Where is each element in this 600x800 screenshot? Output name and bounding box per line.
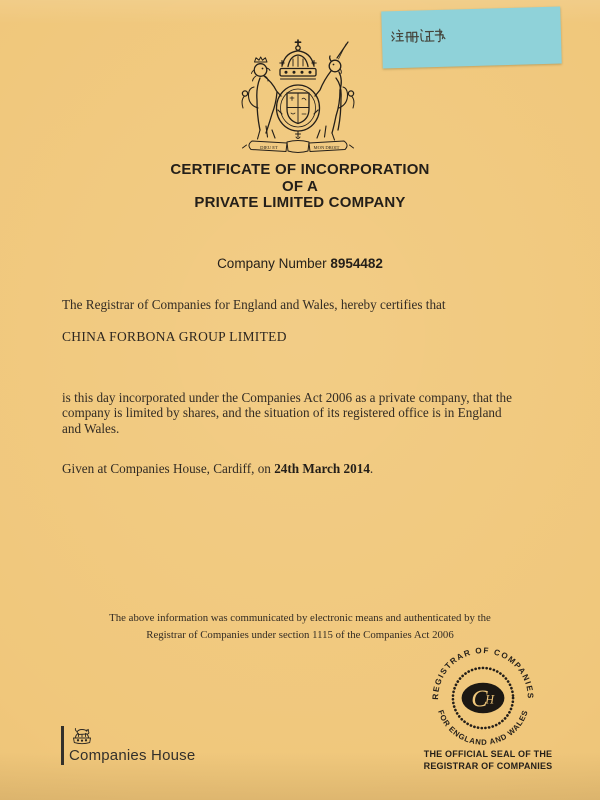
paragraph-line-2: company is limited by shares, and the situation of its registered office is in England (62, 405, 502, 421)
company-number-value: 8954482 (330, 256, 383, 271)
authentication-line-1: The above information was communicated by electronic means and authenticated by the (109, 612, 491, 624)
logo-divider-bar (61, 726, 64, 765)
title-line-3: PRIVATE LIMITED COMPANY (194, 194, 406, 211)
royal-coat-of-arms-icon (236, 38, 360, 160)
seal-caption-line-1: THE OFFICIAL SEAL OF THE (423, 749, 553, 759)
seal-monogram-c: C (471, 685, 488, 713)
company-number-label: Company Number (217, 256, 327, 271)
seal-ring-text-bottom: FOR ENGLAND AND WALES (436, 708, 530, 747)
royal-crest-icon (69, 725, 95, 746)
seal-monogram-h: H (485, 692, 495, 707)
given-at-line (62, 461, 562, 477)
given-suffix: . (369, 461, 374, 476)
sticky-note (381, 7, 562, 69)
authentication-note (0, 610, 600, 643)
company-number (0, 256, 600, 271)
seal-caption-line-2: REGISTRAR OF COMPANIES (423, 760, 553, 771)
certifies-line: The Registrar of Companies for England and Wales, hereby certifies that (62, 297, 446, 312)
seal-caption (407, 749, 569, 772)
given-date: 24th March 2014 (274, 461, 370, 476)
companies-house-wordmark: Companies House (69, 747, 196, 764)
motto-text-right: MON DROIT (313, 145, 340, 150)
seal-ring-text-top: REGISTRAR OF COMPANIES (431, 646, 535, 700)
paragraph-line-1: is this day incorporated under the Companies Act 2006 as a private company, that the (62, 390, 512, 405)
incorporation-paragraph (62, 390, 562, 436)
paragraph-line-3: and Wales. (62, 420, 120, 436)
certificate-title (0, 162, 600, 212)
title-line-1: CERTIFICATE OF INCORPORATION (170, 161, 430, 178)
official-seal (430, 645, 536, 751)
sticky-note-handwriting-icon (391, 27, 449, 46)
authentication-line-2: Registrar of Companies under section 1115 of the Companies Act 2006 (146, 628, 454, 641)
given-at-prefix: Given at Companies House, Cardiff, on (62, 461, 275, 476)
title-line-2: OF A (281, 177, 319, 195)
motto-text-left: DIEU ET (260, 145, 278, 150)
company-name: CHINA FORBONA GROUP LIMITED (62, 329, 287, 344)
